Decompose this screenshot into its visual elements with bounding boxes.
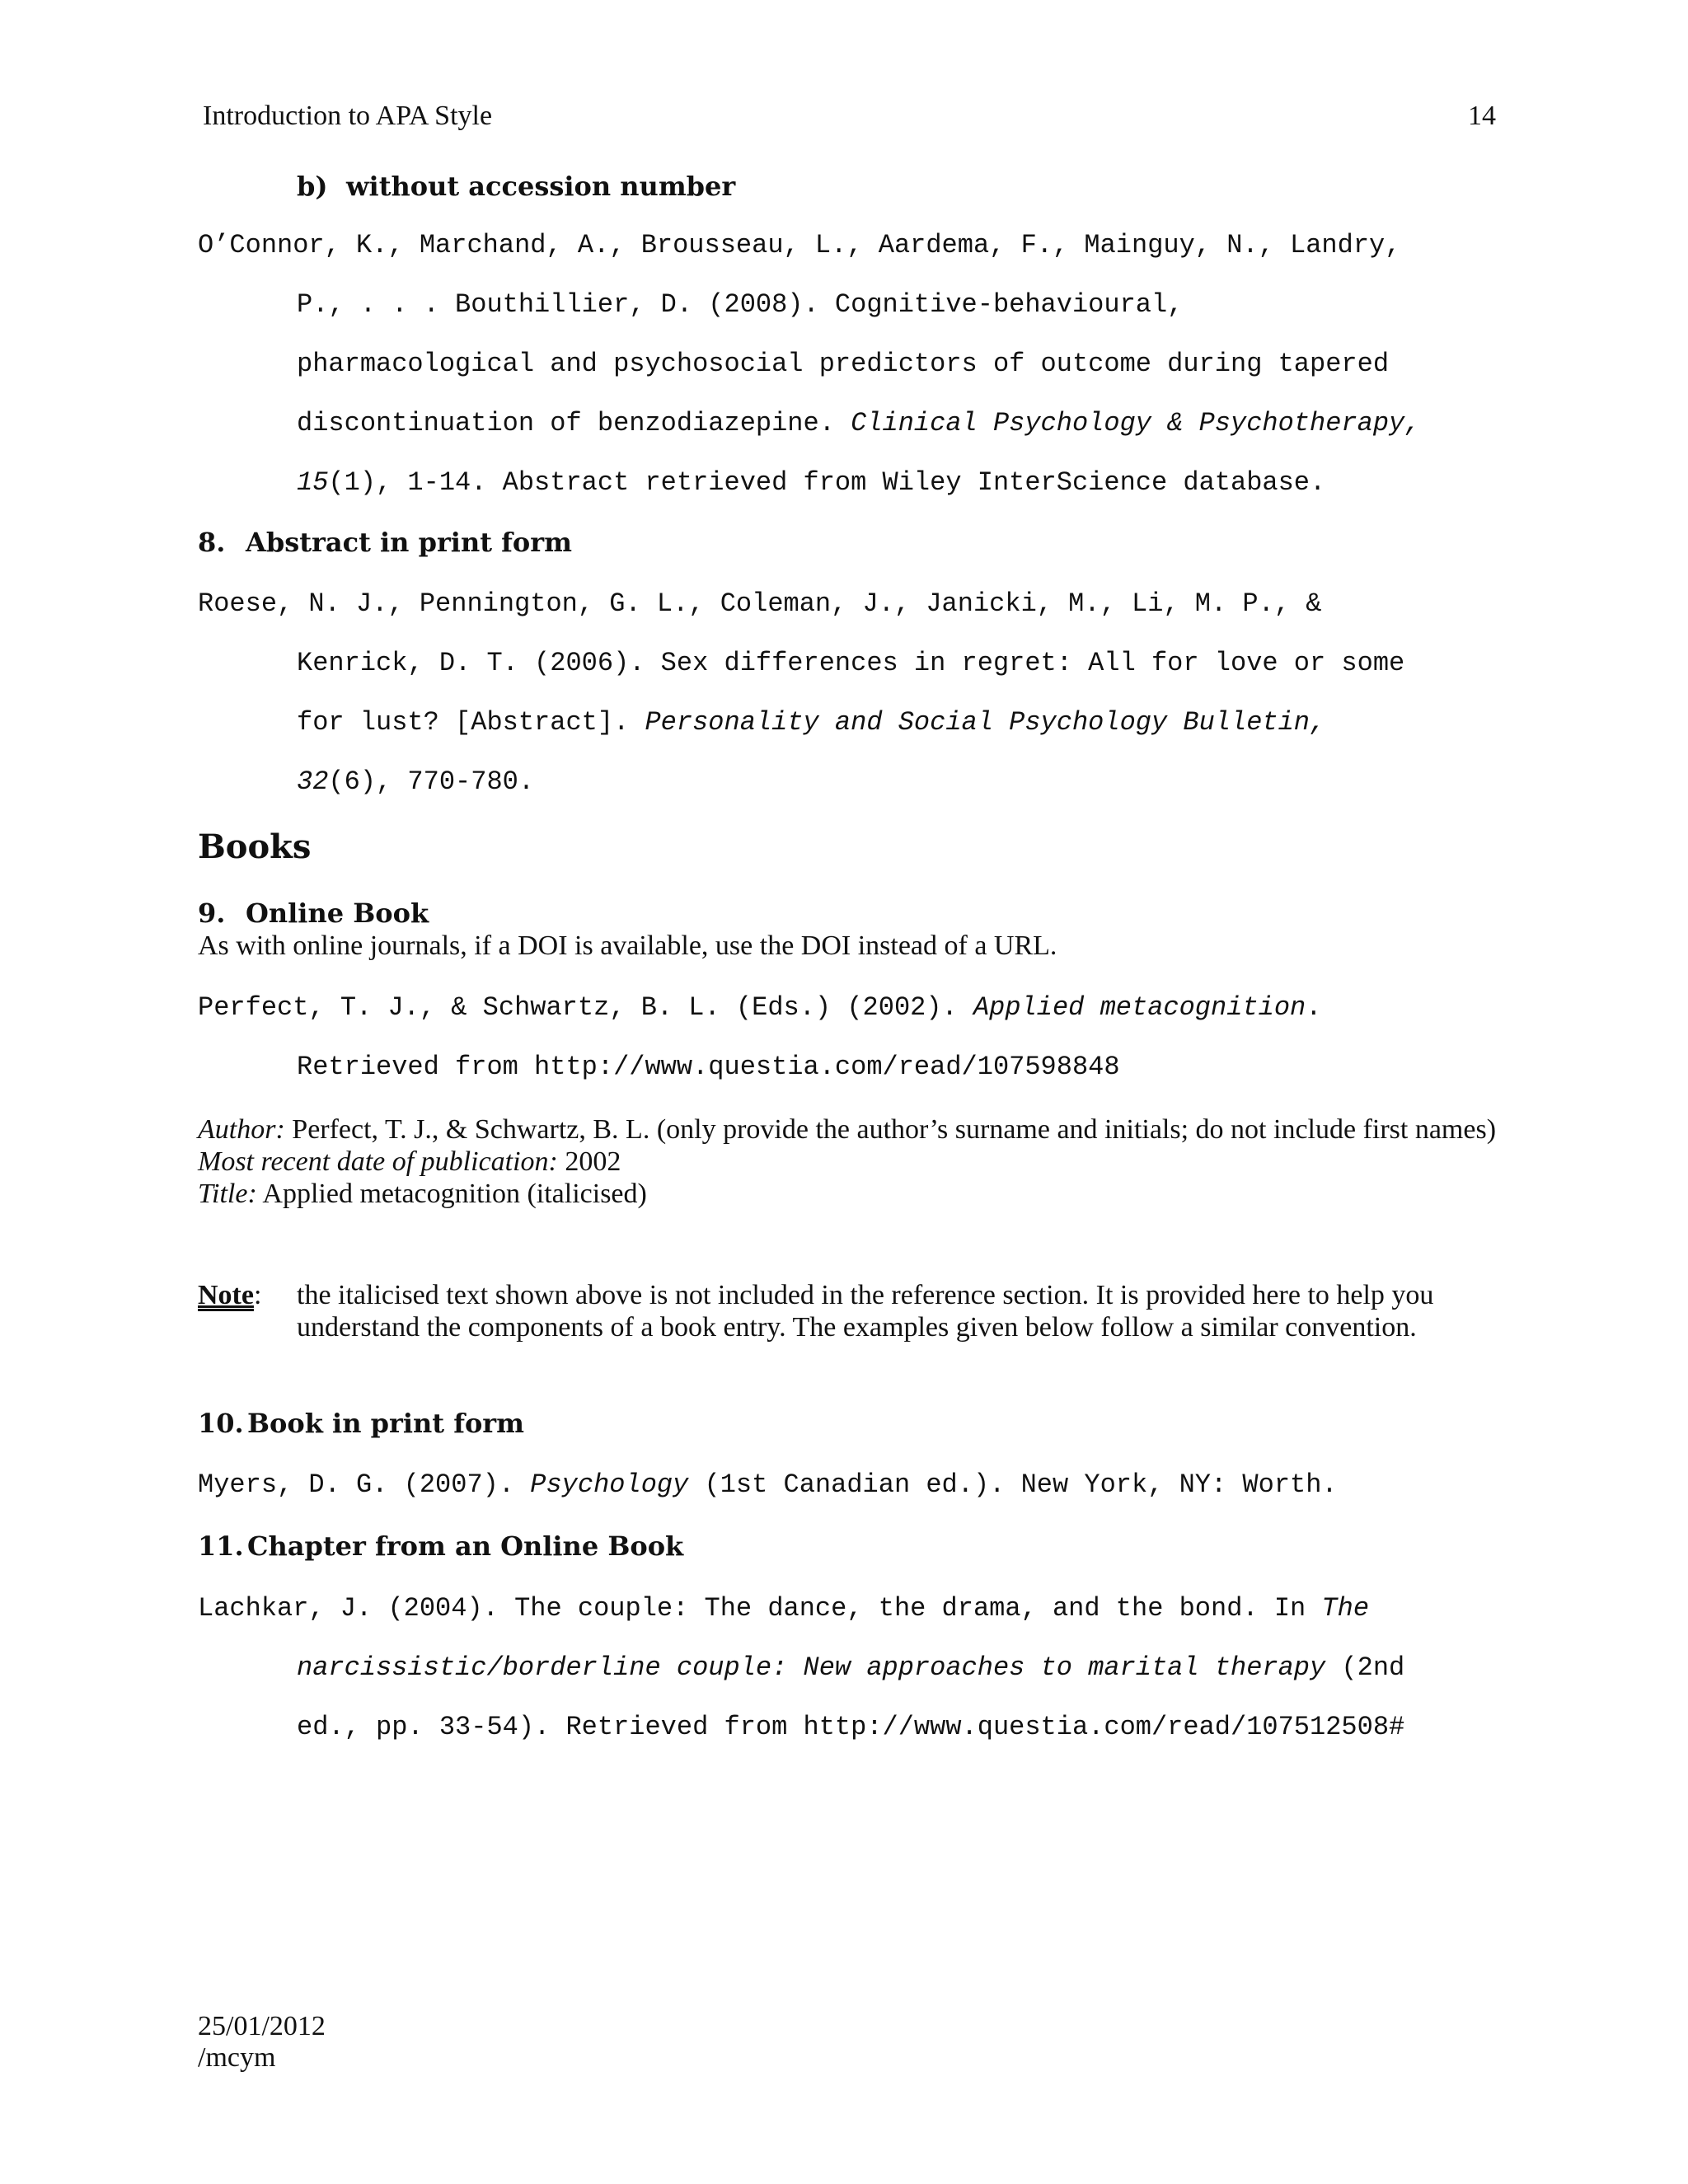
reference-roese [198,574,1500,812]
component-text: 2002 [557,1146,621,1177]
page-footer [198,2011,326,2074]
page-number: 14 [1468,101,1496,131]
note-text: the italicised text shown above is not included in the reference section. It is provided here to help you understand the components of a book entry. The examples given below follow a similar convention. [297,1280,1434,1343]
reference-text: . [1306,992,1322,1023]
reference-oconnor [198,216,1500,513]
section-heading-11 [198,1529,683,1563]
reference-text: Lachkar, J. (2004). The couple: The dance, the drama, and the bond. In [198,1593,1322,1624]
component-text: Applied metacognition (italicised) [256,1179,647,1209]
reference-line [198,1638,1500,1698]
subsection-heading [297,169,735,204]
book-title: Psychology [530,1469,689,1500]
reference-line [198,978,1500,1038]
component-author [198,1113,1500,1146]
component-label: Title: [198,1179,257,1209]
reference-lachkar [198,1579,1500,1757]
note-colon: : [253,1280,262,1310]
section-title: Online Book [246,898,429,929]
note-label-text: Note [198,1280,254,1310]
reference-line: Roese, N. J., Pennington, G. L., Coleman, J., Janicki, M., Li, M. P., & [198,588,1322,619]
section-intro: As with online journals, if a DOI is available, use the DOI instead of a URL. [198,930,1057,961]
section-heading-10 [198,1406,524,1441]
component-date [198,1146,1500,1178]
note-label [198,1279,261,1311]
section-title: Book in print form [247,1408,525,1439]
reference-line [198,752,1500,812]
reference-line: P., . . . Bouthillier, D. (2008). Cognitive-behavioural, [297,289,1184,320]
footer-date: 25/01/2012 [198,2011,326,2041]
subsection-label: b) [297,171,328,202]
reference-perfect [198,978,1500,1097]
reference-line: ed., pp. 33-54). Retrieved from http://www.questia.com/read/107512508# [297,1712,1405,1742]
reference-line [198,394,1500,453]
reference-line: O’Connor, K., Marchand, A., Brousseau, L., Aardema, F., Mainguy, N., Landry, [198,230,1401,260]
reference-text: Perfect, T. J., & Schwartz, B. L. (Eds.) (2002). [198,992,973,1023]
reference-line [198,1579,1500,1638]
reference-line: Kenrick, D. T. (2006). Sex differences in regret: All for love or some [297,648,1405,678]
components-list [198,1113,1500,1210]
running-header-title: Introduction to APA Style [203,101,493,131]
book-title: Applied metacognition [973,992,1306,1023]
section-heading-8 [198,525,572,560]
note-block [198,1279,1508,1343]
reference-line [198,693,1500,752]
reference-text: (6), 770-780. [328,766,535,797]
section-number: 11. [198,1530,244,1562]
subsection-title: without accession number [346,171,736,202]
component-text: Perfect, T. J., & Schwartz, B. L. (only provide the author’s surname and initials; do not include first names) [284,1114,1497,1145]
footer-code: /mcym [198,2042,276,2073]
book-title: The [1321,1593,1370,1624]
reference-line: Retrieved from http://www.questia.com/read/107598848 [297,1052,1120,1082]
journal-title: Personality and Social Psychology Bulletin, [645,707,1326,738]
books-heading: Books [198,827,312,866]
component-label: Most recent date of publication: [198,1146,558,1177]
section-number: 10. [198,1408,244,1439]
section-title: Chapter from an Online Book [247,1530,684,1562]
reference-text: (1), 1-14. Abstract retrieved from Wiley InterScience database. [328,467,1326,498]
journal-title: Clinical Psychology & Psychotherapy, [851,408,1421,438]
reference-myers [198,1455,1500,1515]
reference-text: (1st Canadian ed.). New York, NY: Worth. [688,1469,1338,1500]
component-label: Author: [198,1114,285,1145]
reference-text: (2nd [1325,1652,1405,1683]
volume-number: 32 [297,766,329,797]
section-number: 8. [198,527,226,558]
volume-number: 15 [297,467,329,498]
reference-text: for lust? [Abstract]. [297,707,645,738]
component-title [198,1178,1500,1210]
reference-line [198,1455,1500,1515]
reference-text: Myers, D. G. (2007). [198,1469,531,1500]
reference-line [198,453,1500,513]
reference-text: discontinuation of benzodiazepine. [297,408,851,438]
section-title: Abstract in print form [246,527,572,558]
section-heading-9 [198,896,429,930]
section-number: 9. [198,898,226,929]
reference-line: pharmacological and psychosocial predictors of outcome during tapered [297,349,1390,379]
book-title: narcissistic/borderline couple: New approaches to marital therapy [297,1652,1326,1683]
